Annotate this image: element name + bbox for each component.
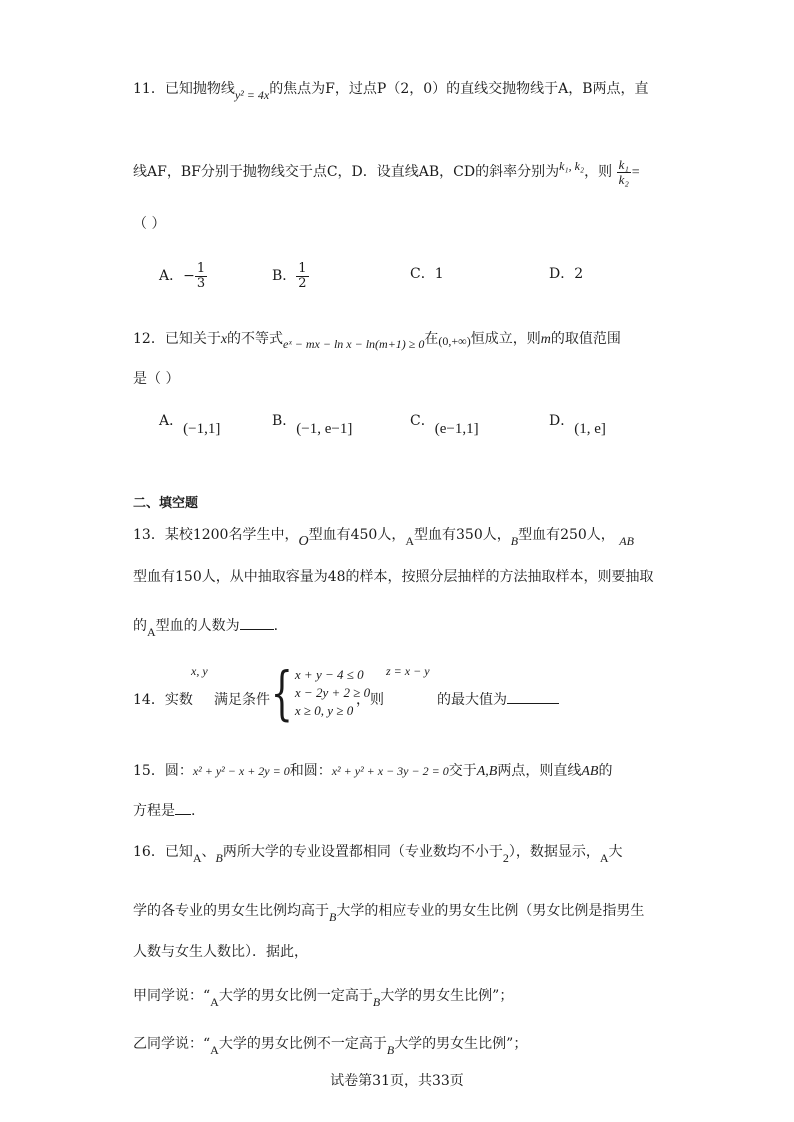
math-interval: (e−1,1] [434,421,479,437]
answer-blank[interactable] [507,703,559,704]
text: = [630,165,641,181]
q13-line1 [133,524,634,549]
text: 的焦点为F，过点P（2，0）的直线交抛物线于A，B两点，直 [269,81,649,97]
q14-constraint-system [256,659,371,727]
math-var: A [405,534,414,548]
text: 的最大值为 [437,692,507,708]
text: 型血的人数为 [155,618,240,634]
question-number: 15． [133,763,165,779]
frac-den: 3 [196,275,206,291]
option-label: A． [159,268,184,285]
q12-option-d [549,410,606,437]
text: 已知 [164,844,193,860]
text: . [273,618,279,634]
frac-den: 2 [298,275,307,291]
math-interval: (−1,1] [183,421,221,437]
text: 乙同学说：“ [133,1036,211,1052]
text: 两点，则直线 [497,763,582,779]
text: 的不等式 [227,331,284,347]
answer-blank[interactable] [240,629,274,630]
math-var: B [386,1043,395,1057]
text: 1 [434,266,444,282]
frac-num: 1 [298,261,307,276]
text: 在 [424,331,439,347]
text: 实数 [164,692,193,708]
math-equation: x² + y² − x + 2y = 0 [192,764,290,778]
question-number: 16． [133,844,165,860]
text: 圆： [164,763,193,779]
math-var: A [147,625,156,639]
frac-den: k₂ [618,171,629,187]
math-var: m [540,332,551,347]
q11-line1 [133,78,649,102]
question-number: 11． [133,81,165,97]
text: 大学的男女比例不一定高于 [218,1036,387,1052]
q11-paren: （ ） [133,216,166,232]
q13-line2: 型血有150人，从中抽取容量为48的样本，按照分层抽样的方法抽取样本，则要抽取 [133,569,654,585]
text: 、 [201,844,216,860]
q11-option-d [549,263,583,283]
text: 大学的男女生比例”； [380,988,514,1004]
text: 大 [608,844,623,860]
text: ，则 [584,164,613,181]
frac-num: k₁ [618,157,629,172]
option-label: B． [272,268,297,285]
math-slopes: k₁, k₂ [559,159,585,174]
q11-option-a [159,262,207,290]
text: 已知抛物线 [164,81,235,97]
constraint: x − 2y + 2 ≥ 0 [294,685,371,700]
math-var: A,B [476,764,498,779]
q12-option-a [159,410,221,437]
q13-line3 [133,615,279,639]
q16-jia [133,985,514,1009]
math-interval: (1, e] [574,421,606,437]
q14-z: z = x − y [386,664,430,678]
math-interval: (0,+∞) [438,334,471,348]
text: 甲同学说：“ [133,988,211,1004]
math-frac [195,262,207,290]
section-title: 二、填空题 [133,496,199,511]
q14-max [437,689,559,709]
text: 的取值范围 [550,331,621,347]
q11-line2 [133,158,640,186]
text: 的 [598,763,613,779]
math-var: x [220,332,228,347]
math-equation: x² + y² + x − 3y − 2 = 0 [331,764,449,778]
text: − [183,268,195,285]
q16-yi [133,1033,528,1057]
text: 交于 [448,763,477,779]
option-label: B． [272,413,297,429]
q14-xy: x, y [191,664,208,678]
q11-option-b [272,262,309,290]
text: 型血有450人， [308,527,406,543]
q14-cond: 满足条件 [214,692,270,708]
text: 学的各专业的男女生比例均高于 [133,903,329,919]
answer-blank[interactable] [175,814,191,815]
math-frac [296,262,308,290]
option-label: C． [410,266,435,282]
constraint: x ≥ 0, y ≥ 0 [294,703,354,718]
math-var: A [192,851,202,865]
constraint: x + y − 4 ≤ 0 [294,667,364,682]
option-label: A． [159,413,184,429]
math-var: AB [581,764,599,779]
text: 型血有250人， [518,527,615,543]
page-footer: 试卷第31页，共33页 [330,1073,464,1089]
math-ratio [617,158,631,186]
question-number: 12． [133,331,165,347]
option-label: D． [549,266,575,282]
math-interval: (−1, e−1] [296,421,353,437]
text: 某校1200名学生中， [164,527,299,543]
text: 线AF，BF分别于抛物线交于点C，D．设直线AB，CD的斜率分别为 [133,164,560,181]
option-label: D． [549,413,575,429]
text: 型血有350人， [414,527,511,543]
q16-line3: 人数与女生人数比）．据此， [133,944,308,960]
left-brace: { [270,659,293,727]
text: 大学的男女生比例”； [394,1036,528,1052]
text: 恒成立，则 [470,331,541,347]
q14-number [133,689,193,709]
text: 方程是 [133,803,175,819]
math-var: B [510,534,519,548]
q15-line2 [133,800,195,820]
math-var: A [210,995,219,1009]
text: . [191,803,196,819]
frac-num: 1 [196,261,206,276]
q12-option-c [410,410,479,437]
text: 两所大学的专业设置都相同（专业数均不小于 [222,844,503,860]
q15-line1 [133,760,612,780]
math-var: B [215,851,223,865]
math-var: AB [619,534,634,548]
question-number: 13． [133,527,165,543]
math-inequality: eˣ − mx − ln x − ln(m+1) ≥ 0 [283,337,425,351]
q14-then: ，则 [356,692,384,708]
q12-line2: 是（ ） [133,371,180,387]
math-var: A [599,851,609,865]
math-var: B [329,910,337,924]
math-var: A [210,1043,219,1057]
text: 2 [574,266,584,282]
text: 的 [133,618,147,634]
q16-line1 [133,841,623,865]
question-number: 14． [133,692,165,708]
math-var: 2 [502,851,509,865]
text: 已知关于 [164,331,221,347]
q12-line1 [133,328,621,351]
math-var: B [372,995,381,1009]
q12-option-b [272,410,353,437]
text: 和圆： [289,763,332,779]
text: 大学的男女比例一定高于 [218,988,373,1004]
text: 大学的相应专业的男女生比例（男女比例是指男生 [336,903,645,919]
q11-option-c [410,263,444,283]
math-parabola: y² = 4x [234,88,270,102]
q16-line2 [133,900,645,924]
text: ），数据显示， [508,844,600,860]
math-var: O [298,534,309,549]
option-label: C． [410,413,435,429]
